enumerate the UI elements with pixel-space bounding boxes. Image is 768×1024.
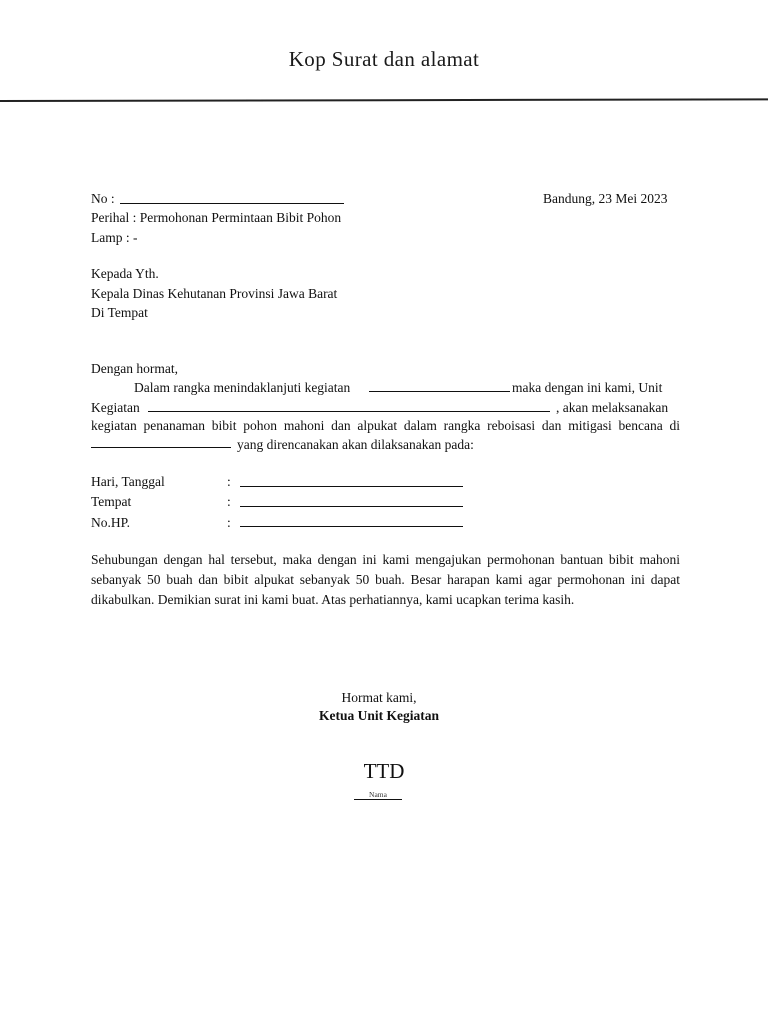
activity-name-blank [369, 391, 510, 392]
signature-position: Ketua Unit Kegiatan [319, 708, 439, 723]
field-date-blank [240, 486, 463, 487]
letterhead-divider [0, 98, 768, 102]
location-blank [91, 447, 231, 448]
closing-line-3: dikabulkan. Demikian surat ini kami buat. Atas perhatiannya, kami ucapkan terima kasih. [91, 592, 575, 607]
recipient-greeting: Kepada Yth. [91, 266, 159, 281]
field-place-label: Tempat [91, 494, 132, 509]
field-date-label: Hari, Tanggal [91, 474, 165, 489]
letter-date: Bandung, 23 Mei 2023 [543, 191, 668, 206]
field-date-colon: : [227, 474, 231, 489]
field-phone-colon: : [227, 515, 231, 530]
body-line-2a: Kegiatan [91, 400, 140, 415]
recipient-office: Kepala Dinas Kehutanan Provinsi Jawa Barat [91, 286, 338, 301]
body-line-3: kegiatan penanaman bibit pohon mahoni dan alpukat dalam rangka reboisasi dan mitigasi bencana di [91, 418, 680, 433]
closing-line-1: Sehubungan dengan hal tersebut, maka dengan ini kami mengajukan permohonan bantuan bibit mahoni [91, 552, 680, 567]
field-phone-blank [240, 526, 463, 527]
recipient-place: Di Tempat [91, 305, 148, 320]
closing-line-2: sebanyak 50 buah dan bibit alpukat sebanyak 50 buah. Besar harapan kami agar permohonan ini dapat [91, 572, 680, 587]
letterhead-title: Kop Surat dan alamat [288, 47, 480, 71]
signature-greeting: Hormat kami, [341, 690, 417, 705]
letter-number-label: No : [91, 191, 115, 206]
unit-name-blank [148, 411, 550, 412]
body-line-4: yang direncanakan akan dilaksanakan pada: [237, 437, 474, 452]
field-place-colon: : [227, 494, 231, 509]
signature-name-underline [354, 799, 402, 800]
letter-attachment: Lamp : - [91, 230, 138, 245]
body-line-2b: , akan melaksanakan [556, 400, 669, 415]
letter-number-blank [120, 203, 344, 204]
field-phone-label: No.HP. [91, 515, 131, 530]
body-line-1a: Dalam rangka menindaklanjuti kegiatan [134, 380, 351, 395]
signature-ttd: TTD [363, 759, 405, 783]
letter-subject: Perihal : Permohonan Permintaan Bibit Pohon [91, 210, 342, 225]
salutation: Dengan hormat, [91, 361, 178, 376]
field-place-blank [240, 506, 463, 507]
signature-name: Nama [369, 790, 387, 799]
body-line-1b: maka dengan ini kami, Unit [512, 380, 663, 395]
